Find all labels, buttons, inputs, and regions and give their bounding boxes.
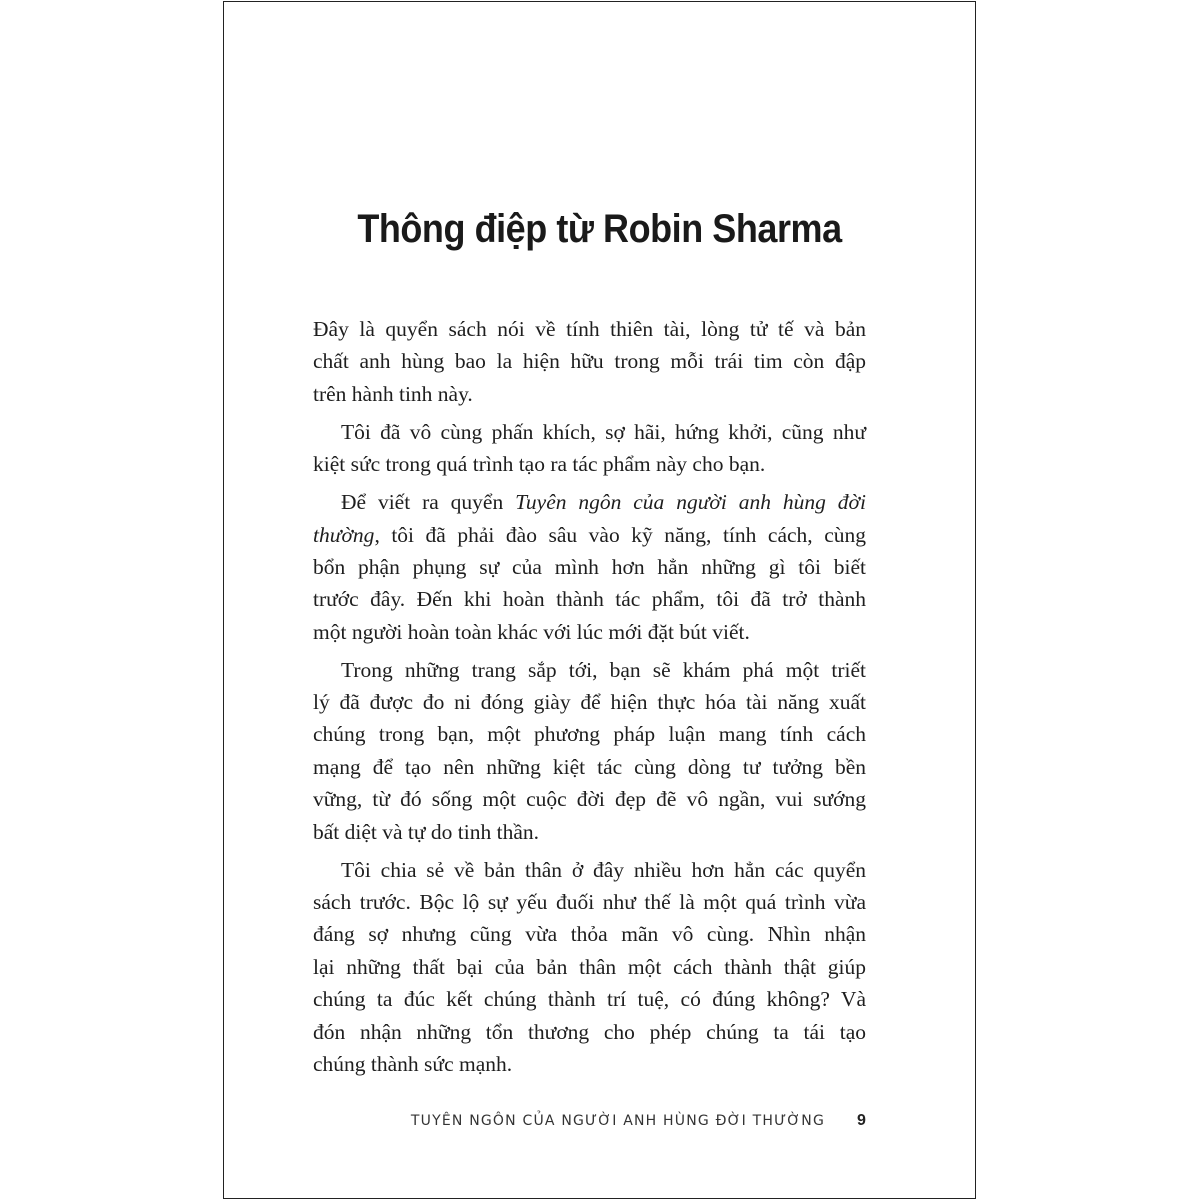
text-line [313,1016,866,1048]
text-segment: trước đây. Đến khi hoàn thành tác phẩm, tôi đã trở thành [313,587,866,612]
text-segment: Tôi chia sẻ về bản thân ở đây nhiều hơn hẳn các quyển [341,857,866,882]
running-title: TUYÊN NGÔN CỦA NGƯỜI ANH HÙNG ĐỜI THƯỜNG [410,1113,825,1129]
paragraph [313,416,866,481]
text-segment: bổn phận phụng sự của mình hơn hẳn những gì tôi biết [313,554,866,579]
chapter-title: Thông điệp từ Robin Sharma [357,207,842,251]
text-line [313,654,866,686]
text-line [313,448,866,480]
text-line [313,1048,866,1080]
paragraph [313,654,866,848]
text-segment: bất diệt và tự do tinh thần. [313,819,540,844]
text-segment: Đây là quyển sách nói về tính thiên tài, lòng tử tế và bản [313,317,866,341]
text-segment: lý đã được đo ni đóng giày để hiện thực hóa tài năng xuất [313,690,866,715]
text-line [313,854,866,886]
text-line [313,918,866,950]
text-segment: trên hành tinh này. [313,381,473,406]
text-line [313,313,866,345]
text-line [313,686,866,718]
text-segment: chúng ta đúc kết chúng thành trí tuệ, có đúng không? Và [313,987,866,1012]
text-line [313,983,866,1015]
text-segment: chất anh hùng bao la hiện hữu trong mỗi trái tim còn đập [313,349,866,374]
text-segment: sách trước. Bộc lộ sự yếu đuối như thế là một quá trình vừa [313,890,866,915]
paragraph [313,854,866,1081]
text-segment: Tôi đã vô cùng phấn khích, sợ hãi, hứng khởi, cũng như [341,419,866,444]
text-segment: chúng thành sức mạnh. [313,1051,513,1076]
paragraph [313,313,866,410]
text-line [313,378,866,410]
text-line [313,345,866,377]
text-segment: chúng trong bạn, một phương pháp luận mang tính cách [313,722,866,747]
text-line [313,486,866,518]
text-line [313,519,866,551]
text-line [313,783,866,815]
text-segment: mạng để tạo nên những kiệt tác cùng dòng tư tưởng bền [313,754,866,779]
text-line [313,416,866,448]
body-text [313,313,866,1080]
text-line [313,551,866,583]
text-line [313,886,866,918]
text-line [313,583,866,615]
text-line [313,751,866,783]
page-number: 9 [857,1112,866,1129]
text-segment: Để viết ra quyển [341,490,516,515]
paragraph [313,486,866,648]
text-segment: một người hoàn toàn khác với lúc mới đặt bút viết. [313,619,750,644]
italic-book-title: thường [313,522,375,547]
text-segment: đón nhận những tổn thương cho phép chúng ta tái tạo [313,1019,866,1044]
book-page [223,1,976,1199]
text-line [313,616,866,648]
text-line [313,816,866,848]
text-segment: lại những thất bại của bản thân một cách thành thật giúp [313,954,866,979]
text-segment: vững, từ đó sống một cuộc đời đẹp đẽ vô ngần, vui sướng [313,787,866,812]
text-segment: kiệt sức trong quá trình tạo ra tác phẩm này cho bạn. [313,452,766,477]
text-segment: , tôi đã phải đào sâu vào kỹ năng, tính cách, cùng [374,522,866,547]
text-line [313,718,866,750]
text-line [313,951,866,983]
text-segment: Trong những trang sắp tới, bạn sẽ khám phá một triết [341,657,866,682]
text-segment: đáng sợ nhưng cũng vừa thỏa mãn vô cùng. Nhìn nhận [313,922,866,947]
italic-book-title: Tuyên ngôn của người anh hùng đời [515,490,866,515]
